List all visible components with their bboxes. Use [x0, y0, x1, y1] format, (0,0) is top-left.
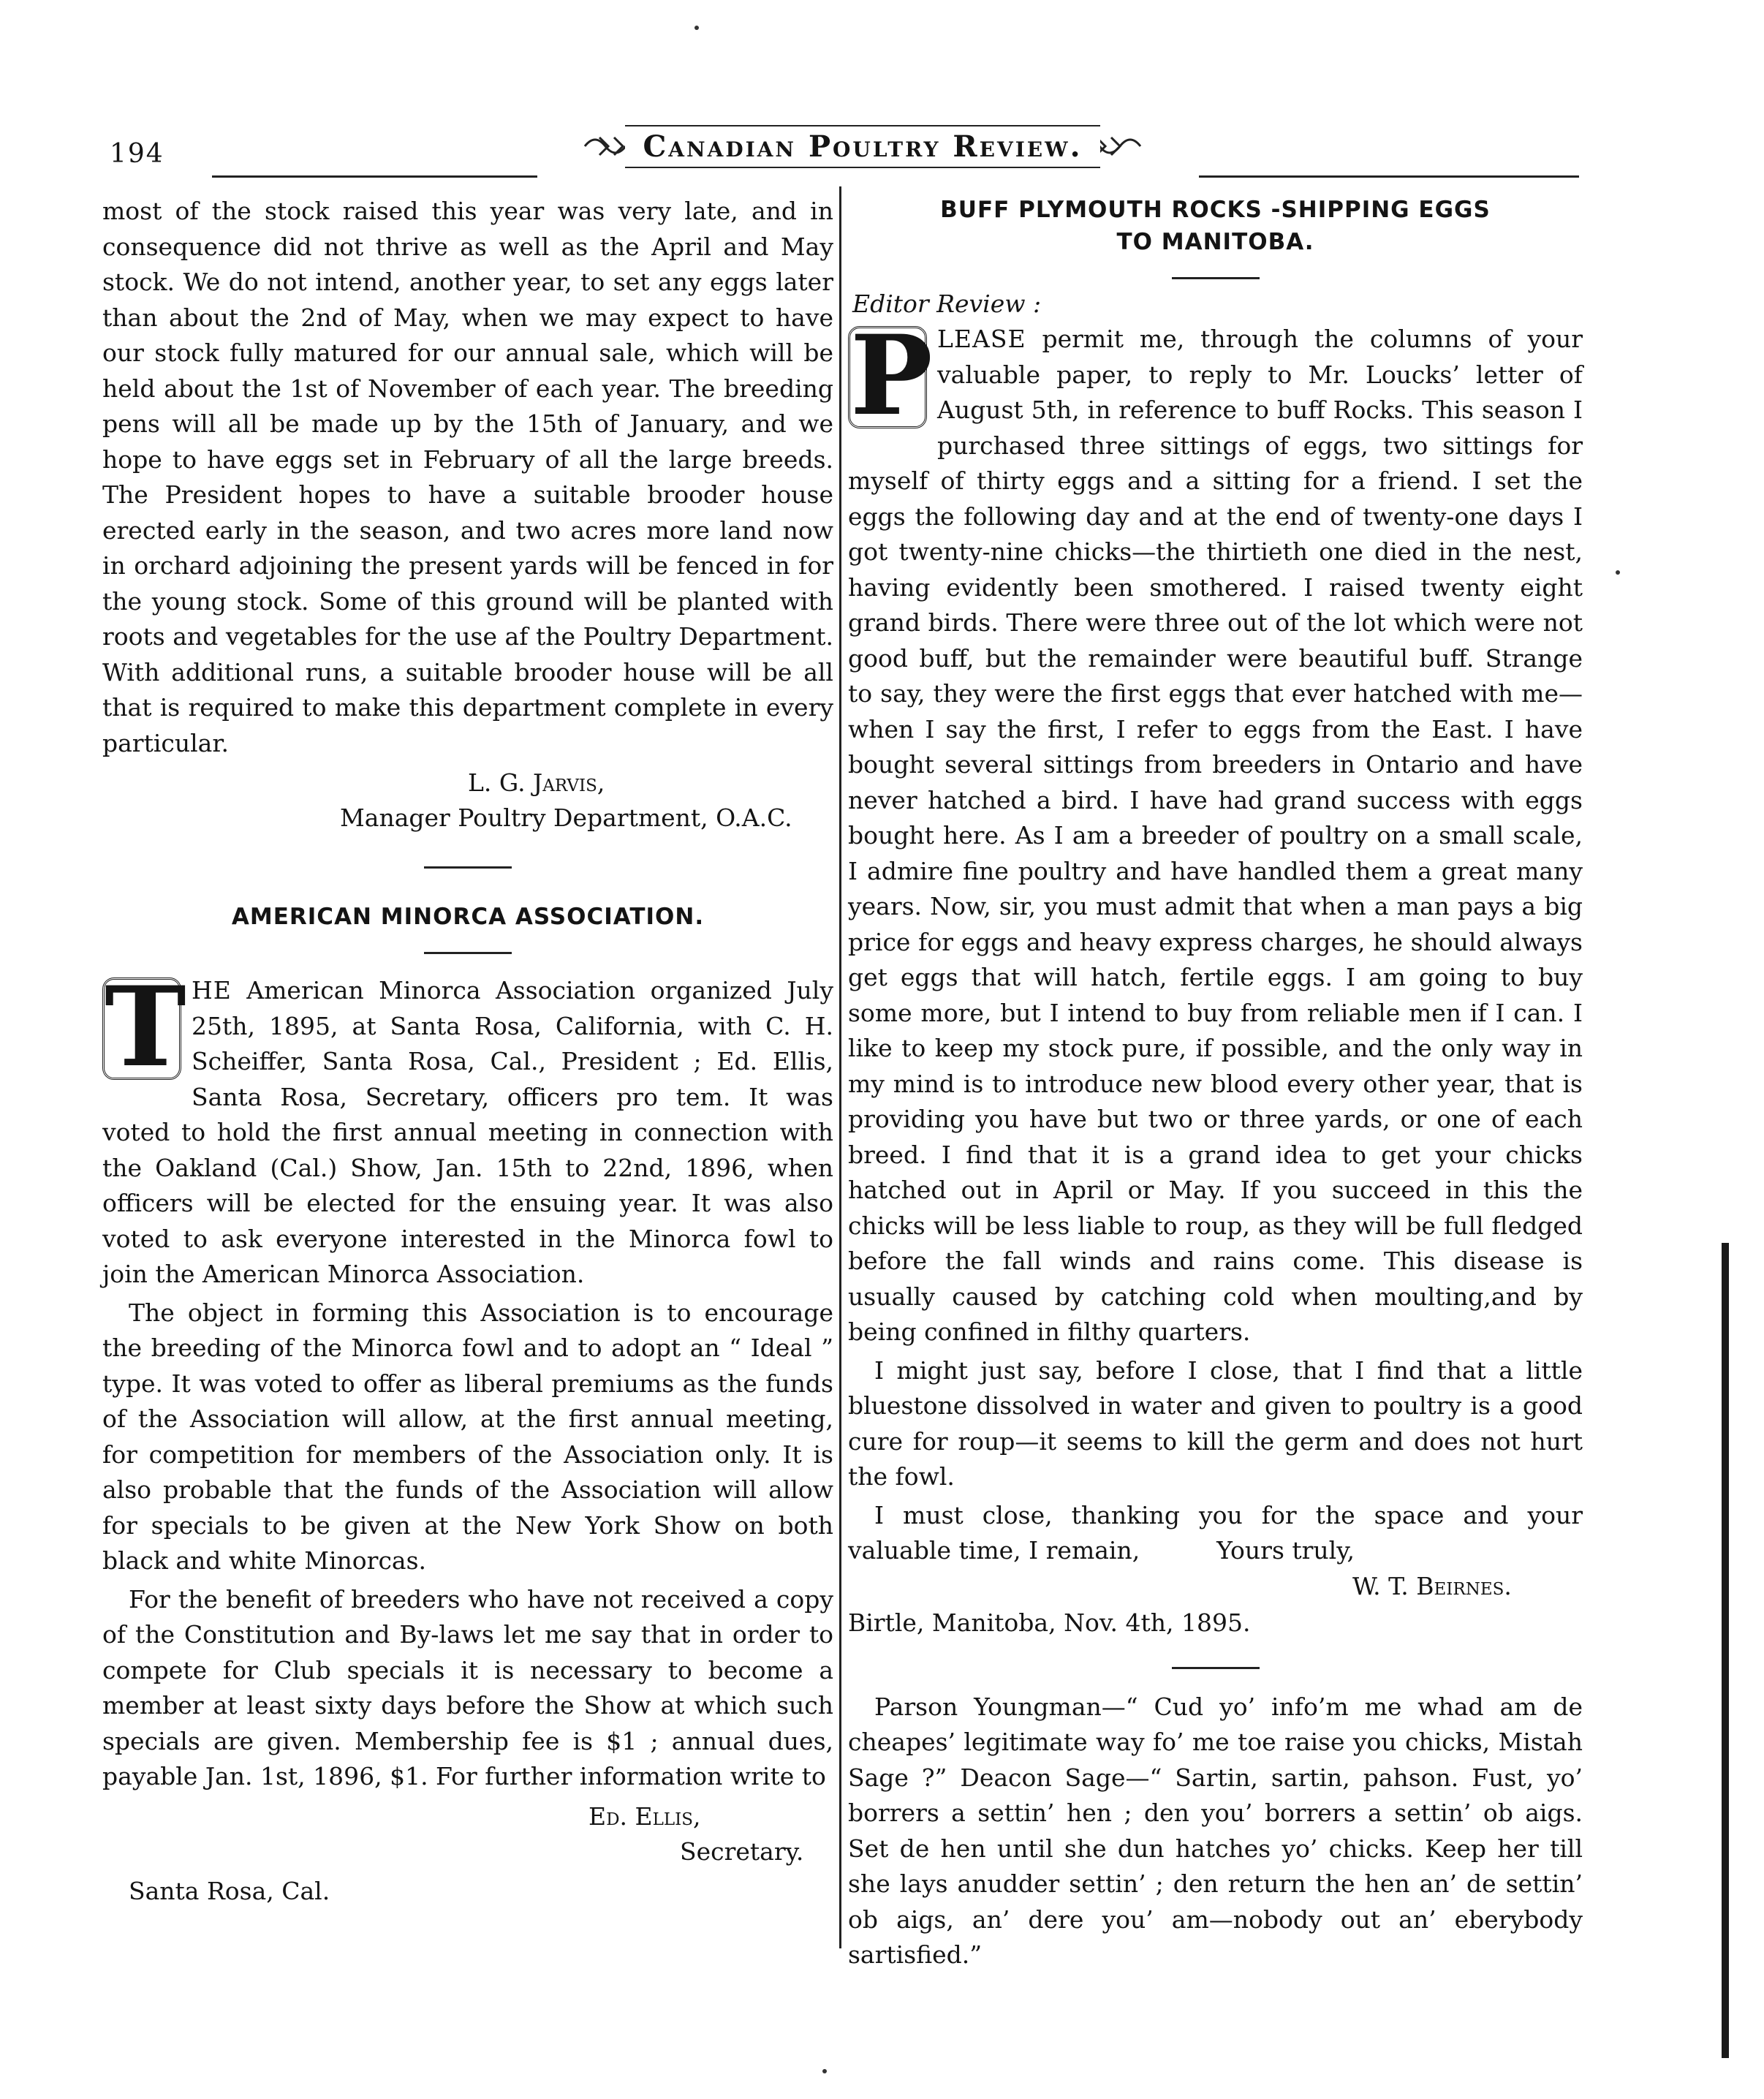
place-line: Santa Rosa, Cal. — [129, 1876, 330, 1905]
letter-paragraph-2: I might just say, before I close, that I find that a little bluestone dissolved in water and given to poultry is a good cure for roup—it seems to kill the germ and does not hurt the fowl. — [848, 1355, 1583, 1491]
continued-paragraph: most of the stock raised this year was very late, and in consequence did not thrive as well as the April and May stock. We do not intend, another year, to set any eggs later than about the 2nd of May, when we may expect to have our stock fully matured for our annual sale, which will be held about the 1st of November of each year. The breeding pens will all be made up by the 15th of January, and we hope to have eggs set in February of all the large breeds. The President hopes to have a suitable brooder house erected early in the season, and two acres more land now in orchard adjoining the present yards will be fenced in for the young stock. Some of this ground will be planted with roots and vegetables for the use af the Poultry Department. With additional runs, a suitable brooder house will be all that is required to make this department complete in every particular. — [102, 197, 833, 757]
page-number: 194 — [110, 139, 164, 169]
salutation: Editor Review : — [852, 290, 1042, 318]
column-divider — [839, 186, 841, 1948]
scan-speck — [694, 26, 699, 30]
left-column — [102, 194, 833, 1909]
first-word: LEASE — [937, 325, 1026, 353]
header-rule-right — [1199, 175, 1579, 178]
secretary-title: Secretary. — [680, 1837, 804, 1866]
scan-edge-bar — [1722, 1243, 1729, 2058]
secretary-name: Ed. Ellis, — [588, 1801, 701, 1831]
running-header — [102, 117, 1579, 175]
right-column — [848, 194, 1583, 1973]
paragraph-text: American Minorca Association organized July 25th, 1895, at Santa Rosa, California, with C. H. Scheiffer, Santa Rosa, Cal., President ; Ed. Ellis, Santa Rosa, Secretary, officers pro tem. It was voted to hold the first annual meeting in connection with the Oakland (Cal.) Show, Jan. 15th to 22nd, 1896, when officers will be elected for the ensuing year. It was also voted to ask everyone interested in the Minorca fowl to join the American Minorca Association. — [102, 976, 833, 1288]
masthead — [570, 117, 1155, 175]
signature-title: Manager Poultry Department, O.A.C. — [340, 803, 792, 832]
closing-yours: Yours truly, — [1216, 1536, 1355, 1565]
letter-paragraph-1 — [848, 311, 1583, 1350]
minorca-paragraph-2: The object in forming this Association is to encourage the breeding of the Minorca fowl and to adopt an “ Ideal ” type. It was voted to offer as liberal premiums as the funds of the Association will allow, at the first annual meeting, for competition for members of the Association only. It is also probable that the funds of the Association will allow for specials to be given at the New York Show on both black and white Minorcas. — [102, 1298, 833, 1575]
paragraph-text: permit me, through the columns of your valuable paper, to reply to Mr. Loucks’ letter of August 5th, in reference to buff Rocks. This season I purchased three sittings of eggs, two sittings for myself of thirty eggs and a sitting for a friend. I set the eggs the following day and at the end of twenty-one days I got twenty-nine chicks—the thirtieth one died in the nest, having evidently been smothered. I raised twenty eight grand birds. There were three out of the lot which were not good buff, but the remainder were beautiful buff. Strange to say, they were the first eggs that ever hatched with me—when I say the first, I refer to eggs from the East. I have bought several sittings from breeders in Ontario and have never hatched a bird. I have had grand success with eggs bought here. As I am a breeder of poultry on a small scale, I admire fine poultry and have handled them a great many years. Now, sir, you must admit that when a man pays a big price for eggs and heavy express charges, he should always get eggs that will hatch, fertile eggs. I am going to buy some more, but I intend to buy from reliable men if I can. I like to keep my stock pure, if possible, and the only way in my mind is to introduce new blood every other year, that is providing you have but two or three yards, or one of each breed. I find that it is a grand idea to get your chicks hatched out in April or May. If you succeed in this the chicks will be less liable to roup, as they will be full fledged before the fall winds and rains come. This disease is usually caused by catching cold when moulting,and by being confined in filthy quarters. — [848, 325, 1583, 1346]
minorca-paragraph-1 — [102, 963, 833, 1293]
letter-heading-line-2: TO MANITOBA. — [1116, 229, 1314, 255]
closing-text: I must close, thanking you for the space and your valuable time, I remain, — [848, 1500, 1583, 1565]
scan-speck — [822, 2069, 827, 2073]
heading-rule — [424, 952, 512, 954]
drop-cap-t: T — [102, 977, 181, 1080]
minorca-paragraph-3: For the benefit of breeders who have not received a copy of the Constitution and By-laws let me say that in order to compete for Club specials it is necessary to become a member at least sixty days before the Show at which such specials are given. Membership fee is $1 ; annual dues, payable Jan. 1st, 1896, $1. For further information write to — [102, 1584, 833, 1790]
scan-speck — [1616, 570, 1620, 575]
first-word: HE — [192, 976, 232, 1005]
letter-heading-line-1: BUFF PLYMOUTH ROCKS -SHIPPING EGGS — [940, 197, 1491, 223]
signature-name-text: L. G. Jarvis, — [468, 768, 605, 797]
header-rule-left — [212, 175, 537, 178]
letter-signature: W. T. Beirnes. — [1352, 1571, 1512, 1600]
signature-name — [468, 765, 833, 801]
section-rule — [424, 866, 512, 869]
place-date: Birtle, Manitoba, Nov. 4th, 1895. — [848, 1608, 1251, 1637]
letter-paragraph-3 — [848, 1498, 1583, 1569]
section-rule — [1172, 1667, 1260, 1669]
anecdote-paragraph: Parson Youngman—“ Cud yo’ info’m me whad am de cheapes’ legitimate way fo’ me toe raise you chicks, Mistah Sage ?” Deacon Sage—“ Sartin, sartin, pahson. Fust, yo’ borrers a settin’ hen ; den you’ borrers a settin’ ob aigs. Set de hen until she dun hatches yo’ chicks. Keep her till she lays anudder settin’ ; den return the hen an’ de settin’ ob aigs, an’ dere you’ am—nobody out an’ eberybody sartisfied.” — [848, 1692, 1583, 1969]
heading-rule — [1172, 277, 1260, 279]
masthead-title: Canadian Poultry Review. — [625, 125, 1099, 168]
drop-cap-p: P — [848, 326, 927, 428]
article-heading: AMERICAN MINORCA ASSOCIATION. — [231, 904, 705, 930]
